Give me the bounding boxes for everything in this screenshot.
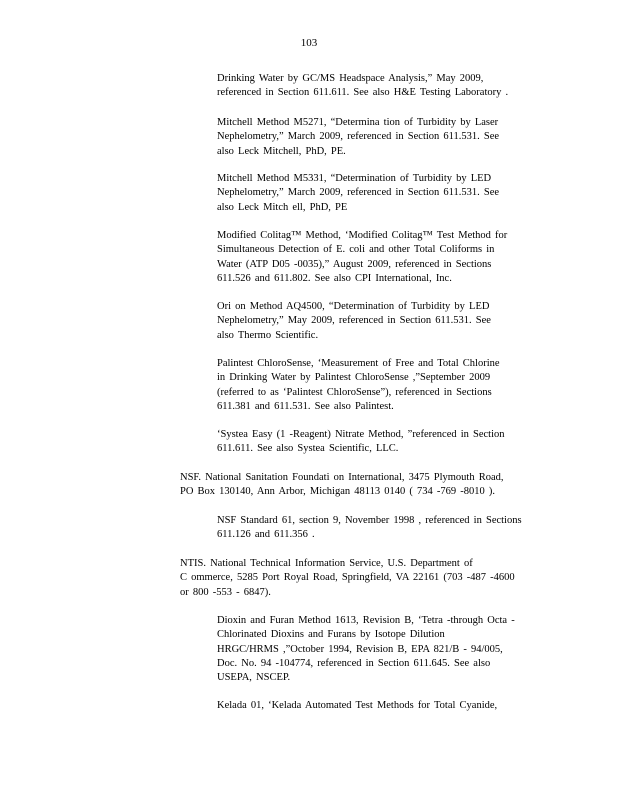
text-line: or 800 -553 - 6847).	[180, 586, 271, 598]
reference-entry-colitag	[217, 229, 547, 286]
reference-entry-palintest	[217, 357, 547, 414]
reference-entry-mitchell-m5331	[217, 172, 547, 215]
text-line: PO Box 130140, Ann Arbor, Michigan 48113 0140 ( 734 -769 -8010 ).	[180, 486, 495, 498]
text-line: ‘Systea Easy (1 -Reagent) Nitrate Method, ”referenced in Section	[217, 429, 505, 440]
text-line: USEPA, NSCEP.	[217, 672, 291, 684]
text-line: 611.526 and 611.802. See also CPI International, Inc.	[217, 272, 452, 284]
text-line: Nephelometry,” March 2009, referenced in Section 611.531. See	[217, 187, 500, 199]
text-line: NTIS. National Technical Information Service, U.S. Department of	[180, 558, 473, 569]
reference-entry-dioxin-furan-1613	[217, 614, 547, 685]
text-line: also Leck Mitch ell, PhD, PE	[217, 201, 348, 213]
text-line: Ori on Method AQ4500, “Determination of Turbidity by LED	[217, 301, 490, 312]
text-line: 611.126 and 611.356 .	[217, 529, 315, 541]
text-line: Mitchell Method M5331, “Determination of Turbidity by LED	[217, 173, 492, 184]
text-line: NSF. National Sanitation Foundati on International, 3475 Plymouth Road,	[180, 472, 504, 483]
reference-entry-systea	[217, 428, 547, 457]
text-line: Kelada 01, ‘Kelada Automated Test Methods for Total Cyanide,	[217, 700, 498, 711]
text-line: 611.611. See also Systea Scientific, LLC.	[217, 443, 399, 455]
text-line: referenced in Section 611.611. See also H&E Testing Laboratory .	[217, 87, 509, 99]
reference-entry-nsf	[180, 471, 550, 500]
text-line: Simultaneous Detection of E. coli and other Total Coliforms in	[217, 244, 495, 256]
reference-entry-nsf-standard-61	[217, 514, 547, 543]
text-line: Palintest ChloroSense, ‘Measurement of Free and Total Chlorine	[217, 358, 500, 369]
text-line: HRGC/HRMS ,”October 1994, Revision B, EPA 821/B - 94/005,	[217, 643, 503, 655]
text-line: Nephelometry,” May 2009, referenced in Section 611.531. See	[217, 315, 491, 327]
text-line: also Thermo Scientific.	[217, 329, 319, 341]
reference-entry-gcms-continued	[217, 72, 547, 101]
reference-entry-kelada-01	[217, 699, 547, 713]
text-line: C ommerce, 5285 Port Royal Road, Springfield, VA 22161 (703 -487 -4600	[180, 572, 515, 584]
text-line: 611.381 and 611.531. See also Palintest.	[217, 400, 394, 412]
text-line: NSF Standard 61, section 9, November 1998 , referenced in Sections	[217, 515, 522, 526]
text-line: Dioxin and Furan Method 1613, Revision B, ‘Tetra -through Octa -	[217, 615, 515, 626]
reference-entry-mitchell-m5271	[217, 116, 547, 159]
page-number: 103	[300, 37, 318, 49]
text-line: Doc. No. 94 -104774, referenced in Section 611.645. See also	[217, 657, 491, 669]
text-line: also Leck Mitchell, PhD, PE.	[217, 145, 346, 157]
reference-entry-orion-aq4500	[217, 300, 547, 343]
reference-entry-ntis	[180, 557, 550, 600]
text-line: Water (ATP D05 -0035),” August 2009, referenced in Sections	[217, 258, 492, 270]
text-line: Modified Colitag™ Method, ‘Modified Colitag™ Test Method for	[217, 230, 508, 241]
text-line: (referred to as ‘Palintest ChloroSense”), referenced in Sections	[217, 386, 492, 398]
text-line: in Drinking Water by Palintest ChloroSense ,”September 2009	[217, 372, 491, 384]
text-line: Mitchell Method M5271, “Determina tion of Turbidity by Laser	[217, 117, 499, 128]
text-line: Chlorinated Dioxins and Furans by Isotope Dilution	[217, 629, 445, 641]
text-line: Drinking Water by GC/MS Headspace Analysis,” May 2009,	[217, 73, 484, 84]
text-line: Nephelometry,” March 2009, referenced in Section 611.531. See	[217, 131, 500, 143]
